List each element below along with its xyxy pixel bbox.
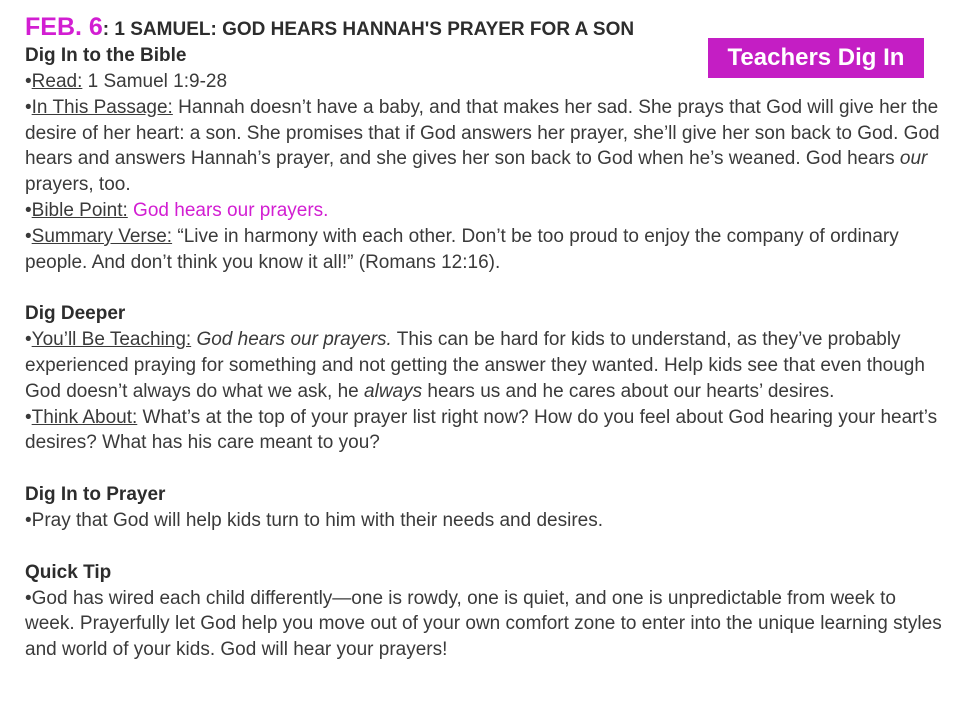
read-label: Read: [31,71,83,92]
passage-emphasis: our [899,148,928,170]
passage-text-1: Hannah doesn’t have a baby, and that makes her sad. She prays that God will give her the desire of her heart: a son. She promises that if God answers her prayer, she’ll give her son back to God. God hears and answers Hannah’s prayer, and she gives her son back to God when he’s weaned. God hears [25,96,940,170]
section-heading-prayer: Dig In to Prayer [25,483,166,505]
summary-verse-text: “Live in harmony with each other. Don’t be too proud to enjoy the company of ordinary people. And don’t think you know it all!” (Romans 12:16). [25,225,899,273]
tip-item: •God has wired each child differently—one is rowdy, one is quiet, and one is unpredictable from week to week. Prayerfully let God help you move out of your own comfort zone to enter into the unique learning styles and world of your kids. God will hear your prayers! [25,587,942,661]
page-title [25,14,945,43]
lesson-title: : 1 SAMUEL: GOD HEARS HANNAH'S PRAYER FOR A SON [102,19,635,40]
bible-point-label: Bible Point: [31,199,128,221]
teaching-text-1: This can be hard for kids to understand, as they’ve probably experienced praying for something and not getting the answer they wanted. Help kids see that even though God doesn’t always do what we ask, he [25,329,925,402]
teaching-label: You’ll Be Teaching: [31,329,192,351]
passage-item: •In This Passage: Hannah doesn’t have a baby, and that makes her sad. She prays that God will give her the desire of her heart: a son. She promises that if God answers her prayer, she’ll give her son back to God. God hears and answers Hannah’s prayer, and she gives her son back to God when he’s weaned. God hears our prayers, too. [25,96,940,196]
think-about-label: Think About: [31,406,138,428]
date-label: FEB. 6 [25,13,103,41]
passage-label: In This Passage: [31,96,173,118]
teaching-item: •You’ll Be Teaching: God hears our prayers. This can be hard for kids to understand, as they’ve probably experienced praying for something and not getting the answer they wanted. Help kids see that even though God doesn’t always do what we ask, he always hears us and he cares about our hearts’ desires. [25,329,925,402]
think-about-item: •Think About: What’s at the top of your prayer list right now? How do you feel about God hearing your heart’s desires? What has his care meant to you? [25,406,938,454]
bible-point-item: •Bible Point: God hears our prayers. [25,199,329,221]
read-text: 1 Samuel 1:9-28 [82,71,228,92]
prayer-text: Pray that God will help kids turn to him with their needs and desires. [31,509,603,531]
summary-verse-label: Summary Verse: [31,225,173,247]
prayer-item: •Pray that God will help kids turn to him with their needs and desires. [25,509,603,531]
section-heading-bible: Dig In to the Bible [25,45,187,66]
think-about-text: What’s at the top of your prayer list right now? How do you feel about God hearing your heart’s desires? What has his care meant to you? [25,406,938,454]
read-item: •Read: 1 Samuel 1:9-28 [25,71,228,92]
teaching-text-2: hears us and he cares about our hearts’ desires. [422,380,835,402]
slide-content [25,14,945,663]
tip-text: God has wired each child differently—one is rowdy, one is quiet, and one is unpredictable from week to week. Prayerfully let God help you move out of your own comfort zone to enter into the unique learning styles and world of your kids. God will hear your prayers! [25,587,942,661]
passage-text-2: prayers, too. [25,174,131,196]
teaching-emphasis-2: always [364,380,423,402]
bible-point-text: God hears our prayers. [127,199,329,221]
section-heading-tip: Quick Tip [25,561,112,583]
teaching-emphasis: God hears our prayers. [191,329,392,351]
teachers-dig-in-badge: Teachers Dig In [708,38,924,78]
section-heading-deeper: Dig Deeper [25,303,126,325]
summary-verse-item: •Summary Verse: “Live in harmony with each other. Don’t be too proud to enjoy the company of ordinary people. And don’t think you know it all!” (Romans 12:16). [25,225,899,273]
